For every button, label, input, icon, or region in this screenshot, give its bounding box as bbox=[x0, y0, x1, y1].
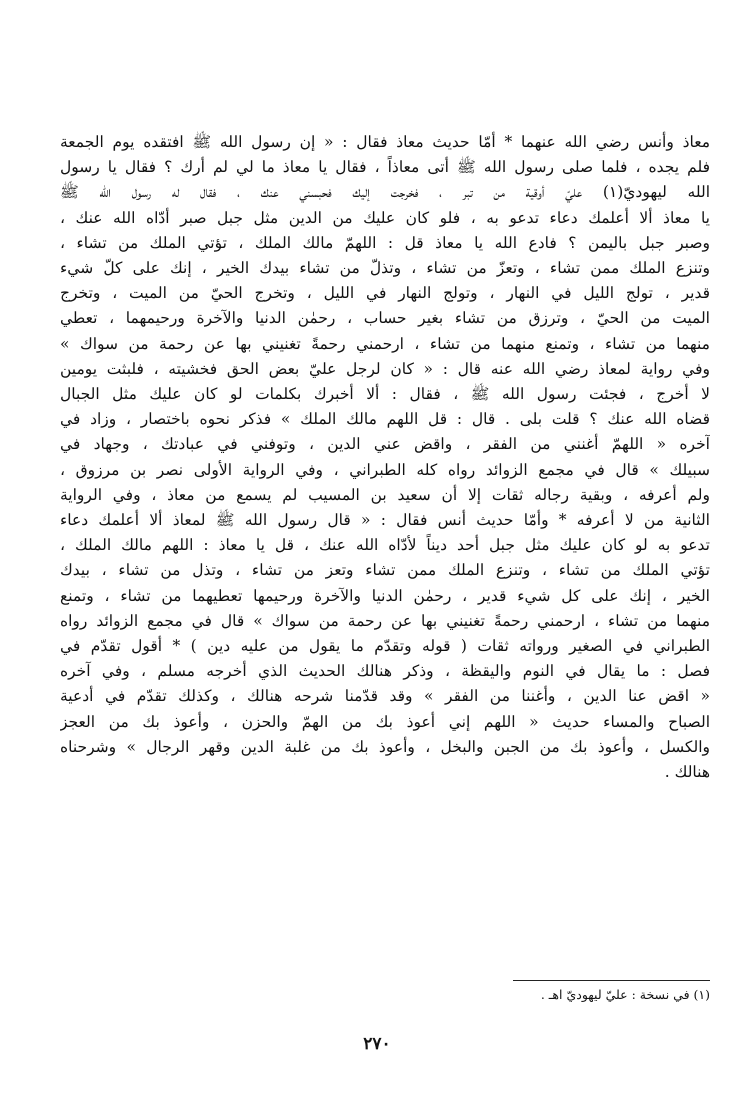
text-line: قضاه الله عنك ؟ قلت بلى . قال : قل اللهم مالك الملك » فذكر نحوه باختصار ، وزاد في bbox=[60, 410, 710, 429]
text-line: قدير ، تولج الليل في النهار ، وتولج النهار في الليل ، وتخرج الحيّ من الميت ، وتخرج bbox=[60, 284, 710, 303]
text-line: معاذ وأنس رضي الله عنهما * أمّا حديث معاذ فقال : « إن رسول الله ﷺ افتقده يوم الجمعة bbox=[60, 133, 710, 151]
text-line: تؤتي الملك من تشاء ، وتنزع الملك ممن تشاء وتعز من تشاء ، وتذل من تشاء ، بيدك bbox=[60, 561, 710, 580]
text-line: هنالك . bbox=[664, 763, 710, 782]
text-line: فصل : ما يقال في النوم واليقظة ، وذكر هنالك الحديث الذي أخرجه مسلم ، وفي آخره bbox=[60, 662, 710, 681]
text-line: الثانية من لا أعرفه * وأمّا حديث أنس فقال : « قال رسول الله ﷺ لمعاذ ألا أعلمك دعاء bbox=[60, 511, 710, 530]
text-line: الطبراني في الصغير ورواته ثقات ( قوله وتقدّم ما يقول من عليه دين ) * أقول تقدّم في bbox=[60, 637, 710, 656]
text-line: ولم أعرفه ، وبقية رجاله ثقات إلا أن سعيد بن المسيب لم يسمع من معاذ ، وفي الرواية bbox=[60, 485, 710, 504]
page-number: ٢٧٠ bbox=[363, 1034, 391, 1054]
text-line: تدعو به لو كان عليك مثل جبل أحد ديناً لأدّاه الله عنك ، قل يا معاذ : اللهم مالك الملك ، bbox=[60, 536, 710, 555]
text-line: فلم يجده ، فلما صلى رسول الله ﷺ أتى معاذاً ، فقال يا معاذ ما لي لم أرك ؟ فقال يا رسول bbox=[60, 158, 710, 177]
text-line: وتنزع الملك ممن تشاء ، وتعزّ من تشاء ، وتذلّ من تشاء بيدك الخير ، إنك على كلّ شيء bbox=[60, 259, 710, 278]
body-text bbox=[60, 130, 710, 785]
footnote: (١) في نسخة : عليّ ليهوديّ اهـ . bbox=[540, 987, 710, 1002]
text-line: وصبر جبل باليمن ؟ فادع الله يا معاذ قل : اللهمّ مالك الملك ، تؤتي الملك من تشاء ، bbox=[60, 233, 710, 252]
text-line: الله ليهوديّ(١) عليّ أوقية من تبر ، فخرجت إليك فحبسني عنك ، فقال له رسول الله ﷺ bbox=[60, 183, 710, 202]
text-line: والكسل ، وأعوذ بك من الجبن والبخل ، وأعوذ بك من غلبة الدين وقهر الرجال » وشرحناه bbox=[60, 737, 710, 756]
text-line: منهما من تشاء ، ارحمني رحمةً تغنيني بها عن رحمة من سواك » قال في مجمع الزوائد رواه bbox=[60, 611, 710, 630]
text-line: الميت من الحيّ ، وترزق من تشاء بغير حساب ، رحمٰن الدنيا والآخرة ورحيمهما ، تعطي bbox=[60, 309, 710, 328]
text-line: وفي رواية لمعاذ رضي الله عنه قال : « كان لرجل عليّ بعض الحق فخشيته ، فلبثت يومين bbox=[60, 359, 710, 378]
text-line: الخير ، إنك على كل شيء قدير ، رحمٰن الدنيا والآخرة ورحيمها تعطيهما من تشاء ، وتمنع bbox=[60, 586, 710, 605]
text-line: لا أخرج ، فجئت رسول الله ﷺ ، فقال : ألا أخبرك بكلمات لو كان عليك مثل الجبال bbox=[60, 385, 710, 404]
text-line: منهما من تشاء ، وتمنع منهما من تشاء ، ارحمني رحمةً تغنيني بها عن رحمة من سواك » bbox=[60, 334, 710, 353]
footnote-divider bbox=[513, 980, 710, 981]
text-line: الصباح والمساء حديث « اللهم إني أعوذ بك من الهمّ والحزن ، وأعوذ بك من العجز bbox=[60, 712, 710, 731]
text-line: آخره « اللهمّ أغنني من الفقر ، واقض عني الدين ، وتوفني في عبادتك ، وجهاد في bbox=[60, 435, 710, 454]
text-line: يا معاذ ألا أعلمك دعاء تدعو به ، فلو كان عليك من الدين مثل جبل صبر أدّاه الله عنك ، bbox=[60, 208, 710, 227]
text-line: سبيلك » قال في مجمع الزوائد رواه كله الطبراني ، وفي الرواية الأولى نصر بن مرزوق ، bbox=[60, 460, 710, 479]
text-line: « اقض عنا الدين ، وأغننا من الفقر » وقد قدّمنا شرحه هنالك ، وكذلك تقدّم في أدعية bbox=[60, 687, 710, 706]
